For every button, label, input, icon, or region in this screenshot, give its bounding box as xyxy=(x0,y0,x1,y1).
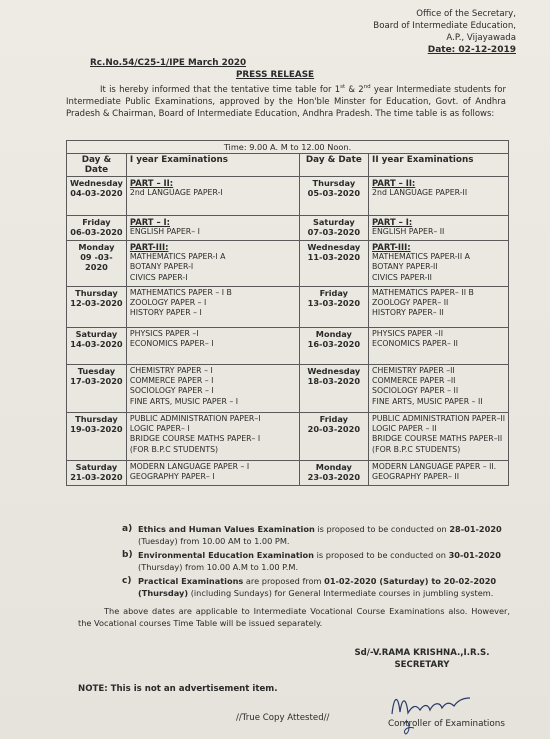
intro-sup-1: st xyxy=(340,84,346,90)
subject: PHYSICS PAPER –I xyxy=(129,329,199,338)
day-name: Friday xyxy=(82,217,111,227)
timetable-header xyxy=(67,154,509,177)
subject: LOGIC PAPER – II xyxy=(372,424,437,434)
subject: COMMERCE PAPER – I xyxy=(129,376,214,386)
day-name: Monday xyxy=(315,329,352,339)
day-date: 23-03-2020 xyxy=(307,472,361,483)
subject: PUBLIC ADMINISTRATION PAPER–II xyxy=(372,414,505,423)
time-row xyxy=(67,141,509,154)
subject: LOGIC PAPER– I xyxy=(129,424,190,434)
subject: PUBLIC ADMINISTRATION PAPER–I xyxy=(129,414,261,423)
first-year-subjects xyxy=(126,461,299,486)
office-line-3: A.P., Vijayawada xyxy=(446,33,516,43)
table-row xyxy=(67,413,509,461)
table-row xyxy=(67,216,509,241)
second-year-day xyxy=(299,287,368,328)
first-year-day xyxy=(67,216,127,241)
subject: MODERN LANGUAGE PAPER – II. xyxy=(372,462,497,471)
subject: (FOR B.P.C STUDENTS) xyxy=(129,444,219,454)
subject: MODERN LANGUAGE PAPER – I xyxy=(129,462,250,471)
table-row xyxy=(67,328,509,365)
first-year-subjects xyxy=(126,365,299,413)
subject: CHEMISTRY PAPER –II xyxy=(372,366,455,375)
subject: ECONOMICS PAPER– I xyxy=(129,339,214,349)
day-date: 11-03-2020 xyxy=(307,252,361,263)
advertisement-note: NOTE: This is not an advertisement item. xyxy=(78,684,278,694)
second-year-subjects xyxy=(369,461,509,486)
secretary-name: Sd/-V.RAMA KRISHNA.,I.R.S. xyxy=(354,648,490,658)
subject: BRIDGE COURSE MATHS PAPER–II xyxy=(372,434,503,444)
true-copy-attested: //True Copy Attested// xyxy=(236,713,330,723)
subject: CHEMISTRY PAPER – I xyxy=(129,366,213,375)
second-year-day xyxy=(299,365,368,413)
header-day-date-1: Day & Date xyxy=(67,154,127,177)
table-row xyxy=(67,177,509,216)
subject: CIVICS PAPER-II xyxy=(372,272,432,282)
second-year-subjects xyxy=(369,241,509,287)
intro-paragraph xyxy=(66,81,506,121)
header-second-year: II year Examinations xyxy=(369,154,509,177)
day-date: 17-03-2020 xyxy=(70,376,123,387)
notes-list xyxy=(122,524,522,602)
subject: ENGLISH PAPER– II xyxy=(372,227,445,237)
subject: SOCIOLOGY PAPER – II xyxy=(372,386,459,396)
office-line-1: Office of the Secretary, xyxy=(416,9,516,19)
day-date: 04-03-2020 xyxy=(70,188,123,199)
note-body: is proposed to be conducted on xyxy=(314,550,449,560)
day-name: Wednesday xyxy=(70,178,123,188)
day-name: Tuesday xyxy=(77,366,116,376)
day-date: 16-03-2020 xyxy=(307,339,361,350)
day-name: Thursday xyxy=(75,414,118,424)
subject: FINE ARTS, MUSIC PAPER – II xyxy=(372,396,483,406)
header-day-date-2: Day & Date xyxy=(299,154,368,177)
day-date: 21-03-2020 xyxy=(70,472,123,483)
office-address xyxy=(373,8,516,56)
day-date: 20-03-2020 xyxy=(307,424,361,435)
day-name: Friday xyxy=(319,288,349,298)
first-year-subjects xyxy=(126,241,299,287)
subject: MATHEMATICS PAPER-II A xyxy=(372,252,470,262)
part-label: PART – II: xyxy=(129,178,174,188)
subject: MATHEMATICS PAPER-I A xyxy=(129,252,226,262)
day-date: 19-03-2020 xyxy=(70,424,123,435)
note-body: (Tuesday) from 10.00 AM to 1.00 PM. xyxy=(138,535,290,546)
first-year-day xyxy=(67,328,127,365)
note-date: 30-01-2020 xyxy=(448,550,501,560)
table-row xyxy=(67,461,509,486)
first-year-day xyxy=(67,177,127,216)
first-year-subjects xyxy=(126,287,299,328)
note-text xyxy=(138,550,522,573)
day-name: Wednesday xyxy=(307,366,361,376)
day-name: Monday xyxy=(315,462,352,472)
closing-paragraph: The above dates are applicable to Intermediate Vocational Course Examinations also. However, the Vocational courses Time Table will be issued separately. xyxy=(78,606,510,628)
subject: MATHEMATICS PAPER – I B xyxy=(129,288,232,297)
header-first-year: I year Examinations xyxy=(126,154,299,177)
timetable xyxy=(66,140,509,486)
day-name: Monday xyxy=(78,242,115,252)
day-date: 07-03-2020 xyxy=(307,227,361,238)
day-name: Wednesday xyxy=(307,242,361,252)
subject: BOTANY PAPER-I xyxy=(129,262,194,272)
table-row xyxy=(67,365,509,413)
first-year-subjects xyxy=(126,413,299,461)
controller-title: Controller of Examinations xyxy=(388,719,505,729)
note-practical xyxy=(122,576,522,599)
day-date: 06-03-2020 xyxy=(70,227,123,238)
day-name: Saturday xyxy=(313,217,355,227)
second-year-day xyxy=(299,216,368,241)
second-year-day xyxy=(299,461,368,486)
day-date: 14-03-2020 xyxy=(70,339,123,350)
day-date: 05-03-2020 xyxy=(307,188,361,199)
subject: FINE ARTS, MUSIC PAPER – I xyxy=(129,396,239,406)
note-ethics xyxy=(122,524,522,547)
subject: (FOR B.P.C STUDENTS) xyxy=(372,444,461,454)
note-letter: c) xyxy=(122,576,132,586)
document-date: Date: 02-12-2019 xyxy=(427,45,516,55)
part-label: PART-III: xyxy=(372,242,411,252)
day-name: Saturday xyxy=(75,462,118,472)
second-year-day xyxy=(299,241,368,287)
note-letter: b) xyxy=(122,550,133,560)
first-year-day xyxy=(67,461,127,486)
subject: ZOOLOGY PAPER – I xyxy=(129,298,207,308)
subject: CIVICS PAPER-I xyxy=(129,272,188,282)
subject: 2nd LANGUAGE PAPER-I xyxy=(129,188,223,198)
exam-time: Time: 9.00 A. M to 12.00 Noon. xyxy=(67,141,509,154)
second-year-day xyxy=(299,328,368,365)
subject: PHYSICS PAPER –II xyxy=(372,329,444,338)
second-year-day xyxy=(299,413,368,461)
day-date: 09 -03-2020 xyxy=(80,252,113,273)
note-body: are proposed from xyxy=(243,576,325,586)
office-line-2: Board of Intermediate Education, xyxy=(373,21,516,31)
day-name: Saturday xyxy=(75,329,118,339)
note-body: (including Sundays) for General Intermediate courses in jumbling system. xyxy=(188,587,494,598)
day-name: Thursday xyxy=(75,288,118,298)
first-year-subjects xyxy=(126,216,299,241)
day-name: Thursday xyxy=(312,178,356,188)
part-label: PART – I: xyxy=(372,217,413,227)
press-release-title: PRESS RELEASE xyxy=(235,70,315,80)
intro-text-2: & 2 xyxy=(345,84,364,95)
subject: HISTORY PAPER – I xyxy=(129,308,202,318)
subject: COMMERCE PAPER –II xyxy=(372,376,456,386)
note-body: (Thursday) from 10.00 A.M to 1.00 P.M. xyxy=(138,561,299,572)
subject: ECONOMICS PAPER– II xyxy=(372,339,458,349)
table-row xyxy=(67,241,509,287)
table-row xyxy=(67,287,509,328)
note-environment xyxy=(122,550,522,573)
subject: BOTANY PAPER-II xyxy=(372,262,438,272)
subject: GEOGRAPHY PAPER– II xyxy=(372,472,459,482)
first-year-subjects xyxy=(126,177,299,216)
note-body: is proposed to be conducted on xyxy=(314,524,450,534)
second-year-subjects xyxy=(369,328,509,365)
note-date: 28-01-2020 xyxy=(449,524,502,534)
note-bold: Environmental Education Examination xyxy=(138,550,315,560)
subject: HISTORY PAPER– II xyxy=(372,308,444,318)
second-year-day xyxy=(299,177,368,216)
subject: 2nd LANGUAGE PAPER-II xyxy=(372,188,468,198)
part-label: PART-III: xyxy=(129,242,169,252)
part-label: PART – I: xyxy=(129,217,171,227)
note-date: 01-02-2020 (Saturday) to 20-02-2020 (Thursday) xyxy=(138,576,497,598)
second-year-subjects xyxy=(369,413,509,461)
first-year-day xyxy=(67,365,127,413)
note-text xyxy=(138,524,522,547)
day-name: Friday xyxy=(319,414,349,424)
day-date: 18-03-2020 xyxy=(307,376,361,387)
subject: ENGLISH PAPER– I xyxy=(129,227,200,237)
day-date: 13-03-2020 xyxy=(307,298,361,309)
intro-text-1: It is hereby informed that the tentative time table for 1 xyxy=(100,84,341,95)
note-text xyxy=(138,576,522,599)
note-bold: Practical Examinations xyxy=(138,576,244,586)
reference-number: Rc.No.54/C25-1/IPE March 2020 xyxy=(90,58,247,68)
second-year-subjects xyxy=(369,287,509,328)
subject: MATHEMATICS PAPER– II B xyxy=(372,288,474,297)
first-year-day xyxy=(67,413,127,461)
second-year-subjects xyxy=(369,216,509,241)
note-letter: a) xyxy=(122,524,133,534)
subject: SOCIOLOGY PAPER – I xyxy=(129,386,214,396)
subject: BRIDGE COURSE MATHS PAPER– I xyxy=(129,434,261,444)
signature-block xyxy=(352,647,492,671)
first-year-day xyxy=(67,287,127,328)
note-bold: Ethics and Human Values Examination xyxy=(138,524,315,534)
first-year-subjects xyxy=(126,328,299,365)
intro-sup-2: nd xyxy=(363,84,371,90)
first-year-day xyxy=(67,241,127,287)
secretary-title: SECRETARY xyxy=(394,660,450,670)
subject: GEOGRAPHY PAPER– I xyxy=(129,472,215,482)
second-year-subjects xyxy=(369,177,509,216)
intro-text-3: year Intermediate students for Intermediate Public Examinations, approved by the Hon'ble Minster for Education, Govt. of Andhra Pradesh & Chairman, Board of Intermediate Education, Andhra Pradesh. The time table is as follows: xyxy=(66,84,506,120)
subject: ZOOLOGY PAPER– II xyxy=(372,298,449,308)
second-year-subjects xyxy=(369,365,509,413)
day-date: 12-03-2020 xyxy=(70,298,123,309)
part-label: PART – II: xyxy=(372,178,416,188)
